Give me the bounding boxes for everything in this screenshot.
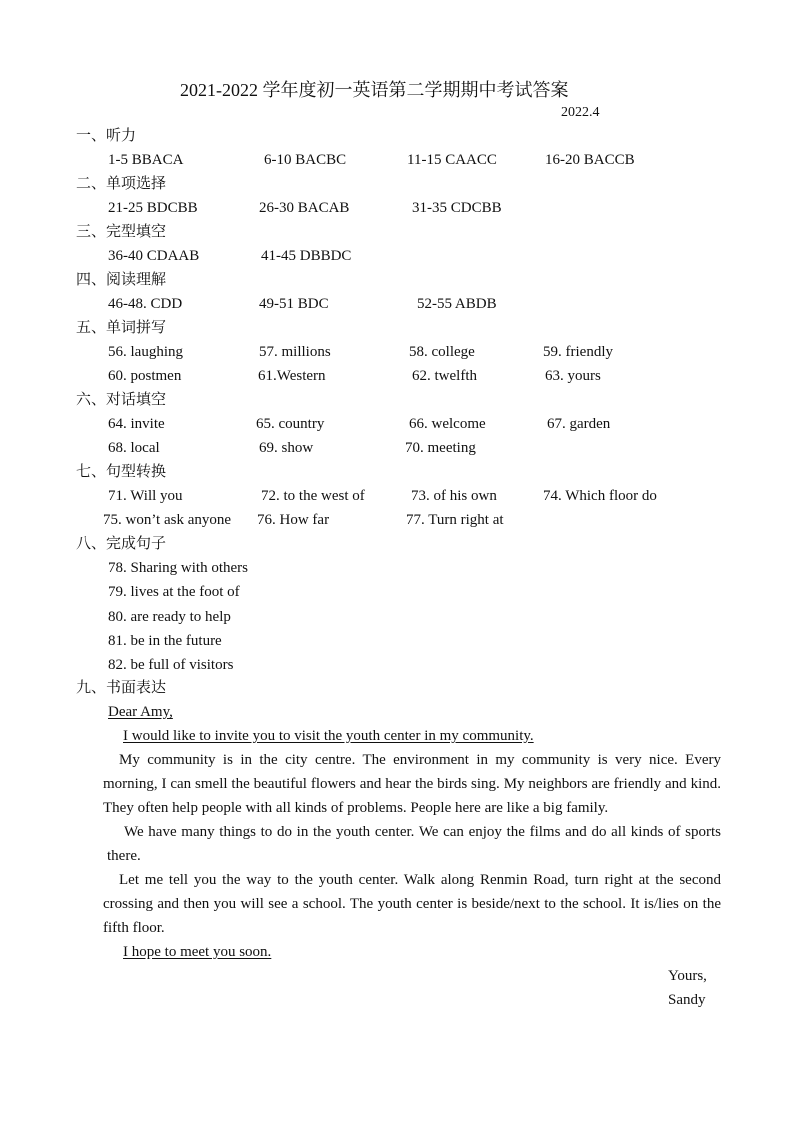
section-heading-single-choice: 二、单项选择 [76,176,167,192]
answer-item: 70. meeting [405,440,476,456]
section-heading-writing: 九、书面表达 [76,680,167,696]
answer-group: 46-48. CDD [108,296,183,312]
answer-item: 72. to the west of [261,488,365,504]
letter-opening: I would like to invite you to visit the youth center in my community. [123,728,534,744]
answer-item: 57. millions [259,344,331,360]
answer-item: 60. postmen [108,368,182,384]
answer-item: 59. friendly [543,344,613,360]
letter-closing-line: I hope to meet you soon. [123,944,272,960]
letter-paragraph: Let me tell you the way to the youth center. Walk along Renmin Road, turn right at the second crossing and then you will see a school. The youth center is beside/next to the school. It is/lies on the fifth floor. [103,872,721,936]
answer-item: 62. twelfth [412,368,477,384]
answer-item: 71. Will you [108,488,183,504]
answer-item: 61.Western [258,368,326,384]
answer-group: 16-20 BACCB [545,152,635,168]
section-heading-complete-sentences: 八、完成句子 [76,536,167,552]
letter-greeting: Dear Amy, [108,704,173,720]
answer-group: 31-35 CDCBB [412,200,502,216]
section-heading-reading: 四、阅读理解 [76,272,167,288]
answer-item: 81. be in the future [108,633,222,649]
answer-item: 74. Which floor do [543,488,657,504]
letter-paragraph: We have many things to do in the youth center. We can enjoy the films and do all kinds of sports there. [107,824,721,864]
answer-group: 41-45 DBBDC [261,248,352,264]
answer-item: 63. yours [545,368,601,384]
answer-item: 58. college [409,344,475,360]
answer-item: 56. laughing [108,344,183,360]
answer-item: 82. be full of visitors [108,657,234,673]
answer-group: 11-15 CAACC [407,152,497,168]
section-heading-listening: 一、听力 [76,128,137,144]
section-heading-transformation: 七、句型转换 [76,464,167,480]
answer-group: 52-55 ABDB [417,296,497,312]
letter-sign-off: Yours, [668,968,707,984]
answer-item: 66. welcome [409,416,486,432]
answer-item: 76. How far [257,512,330,528]
answer-item: 78. Sharing with others [108,560,248,576]
answer-group: 1-5 BBACA [108,152,184,168]
answer-group: 49-51 BDC [259,296,329,312]
answer-item: 69. show [259,440,314,456]
answer-item: 65. country [256,416,325,432]
answer-item: 77. Turn right at [406,512,504,528]
answer-item: 75. won’t ask anyone [103,512,232,528]
answer-group: 21-25 BDCBB [108,200,198,216]
answer-item: 68. local [108,440,160,456]
answer-item: 64. invite [108,416,165,432]
section-heading-cloze: 三、完型填空 [76,224,167,240]
answer-item: 79. lives at the foot of [108,584,240,600]
answer-group: 6-10 BACBC [264,152,347,168]
answer-item: 73. of his own [411,488,497,504]
section-heading-spelling: 五、单词拼写 [76,320,167,336]
document-date: 2022.4 [561,105,600,120]
document-title: 2021-2022 学年度初一英语第二学期期中考试答案 [180,80,569,100]
section-heading-dialogue: 六、对话填空 [76,392,167,408]
letter-signature: Sandy [668,992,706,1008]
answer-group: 26-30 BACAB [259,200,350,216]
answer-item: 80. are ready to help [108,609,231,625]
answer-item: 67. garden [547,416,611,432]
letter-paragraph: My community is in the city centre. The environment in my community is very nice. Every morning, I can smell the beautiful flowers and hear the birds sing. My neighbors are friendly and kind. They often help people with all kinds of problems. People here are like a big family. [103,752,721,816]
answer-group: 36-40 CDAAB [108,248,200,264]
